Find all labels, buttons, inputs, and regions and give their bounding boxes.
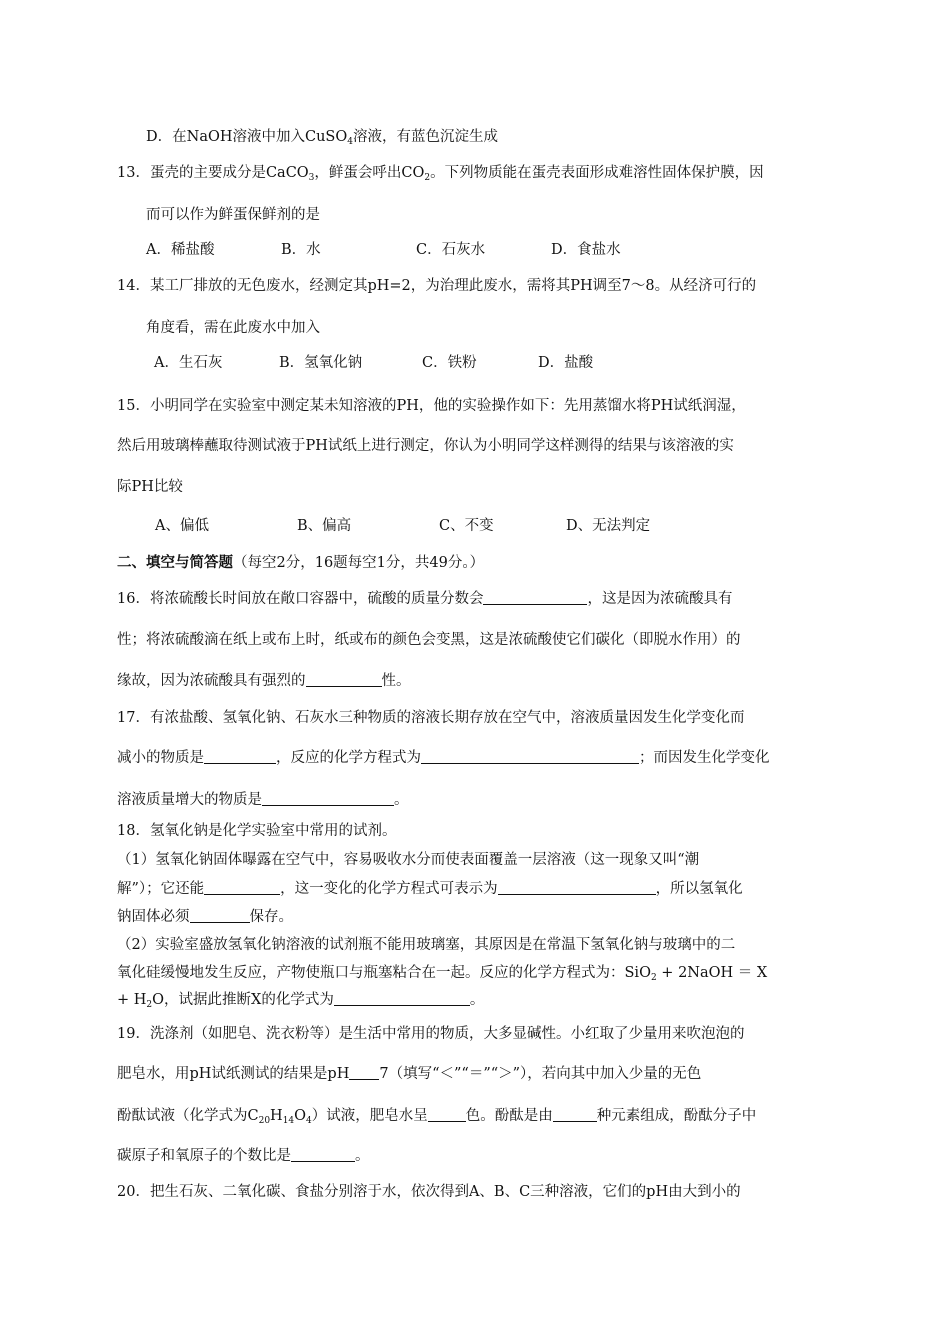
q19-text-3: 酚酞试液（化学式为$C_{20}H_{14}O_4$）试液，肥皂水呈 — [117, 1108, 428, 1126]
q19-line1: 19．洗涤剂（如肥皂、洗衣粉等）是生活中常用的物质，大多显碱性。小红取了少量用来吹泡泡的 — [117, 1026, 745, 1042]
q16-text-3: 缘故，因为浓硫酸具有强烈的 — [117, 673, 306, 689]
q19-text-2: 7（填写“＜”“＝”“＞”），若向其中加入少量的无色 — [379, 1066, 702, 1082]
q17-blank-3 — [262, 790, 394, 806]
q14-option-a: A．生石灰 — [154, 355, 223, 371]
q18-blank-4 — [334, 990, 470, 1006]
q13-option-a: A．稀盐酸 — [146, 242, 215, 258]
q18-part2-line1: （2）实验室盛放氢氧化钠溶液的试剂瓶不能用玻璃塞，其原因是在常温下氢氧化钠与玻璃中的二 — [117, 937, 736, 953]
q14-option-b: B．氢氧化钠 — [279, 355, 363, 371]
q15-options — [155, 516, 650, 536]
q19-text-4: 色。酚酞是由 — [465, 1108, 553, 1124]
q18-part2-line3 — [117, 990, 484, 1010]
q18-blank-1 — [204, 879, 280, 895]
q18-text: 解”）；它还能 — [117, 881, 205, 897]
q19-blank-3 — [553, 1106, 597, 1122]
q17-text-4: 溶液质量增大的物质是 — [117, 792, 262, 808]
section-2-title: 二、填空与简答题 — [117, 554, 233, 571]
q20-line1: 20．把生石灰、二氧化碳、食盐分别溶于水，依次得到A、B、C三种溶液，它们的pH由大到小的 — [117, 1184, 741, 1200]
q18-text-7: 。 — [469, 992, 485, 1008]
section-2-note: （每空2分，16题每空1分，共49分。） — [233, 555, 485, 571]
q18-text-4: 钠固体必须 — [117, 909, 190, 925]
q19-blank-2 — [428, 1106, 466, 1122]
q17-text-2: ，反应的化学方程式为 — [276, 750, 421, 766]
q17-text: 减小的物质是 — [117, 750, 204, 766]
q14-stem-cont: 角度看，需在此废水中加入 — [146, 320, 320, 336]
q18-part2-line2: 氧化硅缓慢地发生反应，产物使瓶口与瓶塞粘合在一起。反应的化学方程式为：SiO$_2$ + 2NaOH ＝ X — [117, 965, 768, 983]
q19-line2 — [117, 1064, 701, 1084]
q17-blank-2 — [421, 748, 639, 764]
q19-line3 — [117, 1106, 756, 1126]
q13-options — [146, 240, 621, 260]
q19-text: 肥皂水，用pH试纸测试的结果是pH — [117, 1066, 350, 1082]
q17-text-3: ；而因发生化学变化 — [639, 750, 770, 766]
q14-option-d: D．盐酸 — [538, 355, 594, 371]
q18-text-6: + $H_2O$，试据此推断X的化学式为 — [117, 992, 334, 1010]
q18-stem: 18．氢氧化钠是化学实验室中常用的试剂。 — [117, 823, 397, 839]
q19-text-5: 种元素组成，酚酞分子中 — [596, 1108, 757, 1124]
q16-blank-1 — [483, 589, 587, 605]
q13-stem: 13．蛋壳的主要成分是CaCO$_3$，鲜蛋会呼出$CO_2$。下列物质能在蛋壳表面形成难溶性固体保护膜，因 — [117, 165, 764, 183]
q18-text-2: ，这一变化的化学方程式可表示为 — [280, 881, 498, 897]
q16-blank-2 — [306, 671, 382, 687]
q16-text-4: 性。 — [381, 673, 411, 689]
q15-stem: 15．小明同学在实验室中测定某未知溶液的PH，他的实验操作如下：先用蒸馏水将PH试纸润湿， — [117, 398, 746, 414]
q13-option-d: D．食盐水 — [551, 242, 621, 258]
q19-blank-1 — [349, 1064, 379, 1080]
q17-line1: 17．有浓盐酸、氢氧化钠、石灰水三种物质的溶液长期存放在空气中，溶液质量因发生化学变化而 — [117, 710, 745, 726]
q12-option-d: D．在NaOH溶液中加入CuSO$_4$溶液，有蓝色沉淀生成 — [146, 129, 498, 147]
q18-blank-2 — [498, 879, 656, 895]
q18-part1-line1: （1）氢氧化钠固体曝露在空气中，容易吸收水分而使表面覆盖一层溶液（这一现象又叫“潮 — [117, 852, 700, 868]
q18-part1-line2 — [117, 879, 743, 899]
q17-line3 — [117, 790, 409, 810]
q16-text-2: ，这是因为浓硫酸具有 — [587, 591, 733, 607]
q18-part1-line3 — [117, 907, 293, 927]
q19-blank-4 — [291, 1146, 355, 1162]
q18-text-5: 保存。 — [249, 909, 293, 925]
q13-option-b: B．水 — [281, 242, 321, 258]
q16-line2: 性；将浓硫酸滴在纸上或布上时，纸或布的颜色会变黑，这是浓硫酸使它们碳化（即脱水作用）的 — [117, 632, 741, 648]
q17-line2 — [117, 748, 770, 768]
q13-option-c: C．石灰水 — [416, 242, 486, 258]
q19-line4 — [117, 1146, 370, 1166]
q19-text-7: 。 — [355, 1148, 370, 1164]
q16-line3 — [117, 671, 411, 691]
q15-stem-cont: 然后用玻璃棒蘸取待测试液于PH试纸上进行测定，你认为小明同学这样测得的结果与该溶液的实 — [117, 438, 734, 454]
q14-option-c: C．铁粉 — [422, 355, 477, 371]
q14-stem: 14．某工厂排放的无色废水，经测定其pH=2，为治理此废水，需将其PH调至7～8。从经济可行的 — [117, 278, 757, 294]
q18-text-3: ，所以氢氧化 — [655, 881, 743, 897]
section-2-heading — [117, 553, 484, 573]
q18-blank-3 — [190, 907, 250, 923]
q13-stem-cont: 而可以作为鲜蛋保鲜剂的是 — [146, 207, 320, 223]
q17-blank-1 — [204, 748, 276, 764]
q15-option-a: A、偏低 — [155, 518, 209, 534]
q16-line1 — [117, 589, 732, 609]
q14-options — [154, 353, 593, 373]
q17-text-5: 。 — [394, 792, 409, 808]
q15-option-d: D、无法判定 — [566, 518, 651, 534]
q16-text: 16．将浓硫酸长时间放在敞口容器中，硫酸的质量分数会 — [117, 591, 484, 607]
q15-option-c: C、不变 — [439, 518, 494, 534]
q15-stem-cont2: 际PH比较 — [117, 479, 183, 495]
q15-option-b: B、偏高 — [297, 518, 352, 534]
q19-text-6: 碳原子和氧原子的个数比是 — [117, 1148, 291, 1164]
